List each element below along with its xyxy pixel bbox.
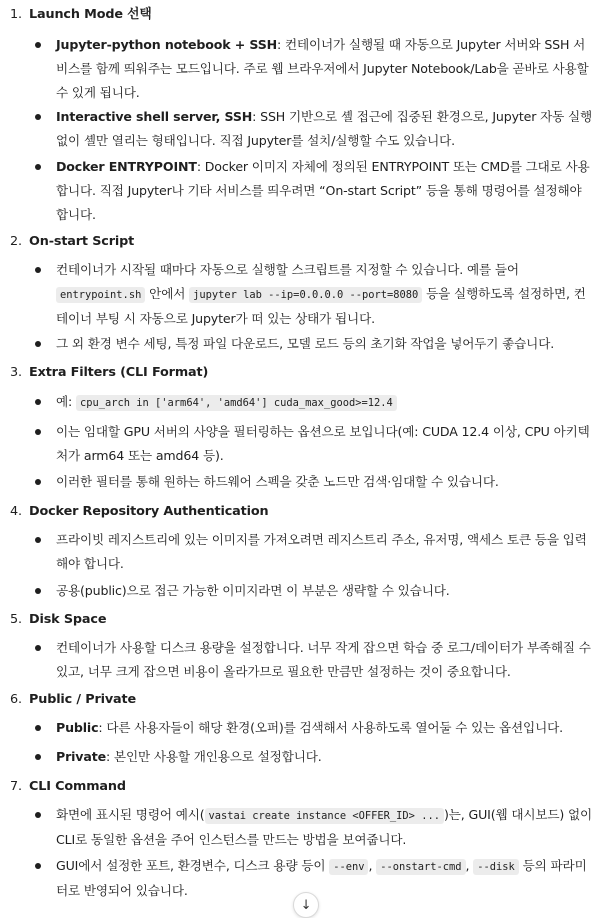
- list-item: 컨테이너가 시작될 때마다 자동으로 실행할 스크립트를 지정할 수 있습니다. 예를 들어 entrypoint.sh 안에서 jupyter lab --ip=0.0.0.0 --port=8080 등을 실행하도록 설정하면, 컨테이너 부팅 시 자동으로 Jupyter가 떠 있는 상태가 됩니다.: [35, 258, 595, 331]
- inline-code: vastai create instance <OFFER_ID> ...: [205, 808, 444, 824]
- list-item: 그 외 환경 변수 세팅, 특정 파일 다운로드, 모델 로드 등의 초기화 작업을 넣어두기 좋습니다.: [35, 332, 595, 356]
- section-1-title: 1. Launch Mode 선택: [10, 7, 152, 22]
- list-item: Jupyter-python notebook + SSH: 컨테이너가 실행될 때 자동으로 Jupyter 서버와 SSH 서비스를 함께 띄워주는 모드입니다. 주로 웹 브라우저에서 Jupyter Notebook/Lab을 곧바로 사용할 수 있게 됩니다.: [35, 33, 595, 105]
- list-item: 이는 임대할 GPU 서버의 사양을 필터링하는 옵션으로 보입니다(예: CUDA 12.4 이상, CPU 아키텍처가 arm64 또는 amd64 등).: [35, 420, 595, 468]
- inline-code: --disk: [473, 859, 519, 875]
- list-item: 이러한 필터를 통해 원하는 하드웨어 스펙을 갖춘 노드만 검색·임대할 수 있습니다.: [35, 470, 595, 494]
- list-item: 프라이빗 레지스트리에 있는 이미지를 가져오려면 레지스트리 주소, 유저명, 액세스 토큰 등을 입력해야 합니다.: [35, 528, 595, 576]
- section-7-title: 7. CLI Command: [10, 779, 126, 794]
- list-item: Docker ENTRYPOINT: Docker 이미지 자체에 정의된 ENTRYPOINT 또는 CMD를 그대로 사용합니다. 직접 Jupyter나 기타 서비스를 띄우려면 “On-start Script” 등을 통해 명령어를 설정해야 합니다.: [35, 155, 595, 227]
- list-item: GUI에서 설정한 포트, 환경변수, 디스크 용량 등이 --env , --onstart-cmd , --disk 등의 파라미터로 반영되어 있습니다.: [35, 854, 595, 903]
- arrow-down-icon: ↓: [300, 897, 312, 913]
- section-5-title: 5. Disk Space: [10, 612, 107, 627]
- inline-code: entrypoint.sh: [56, 287, 145, 303]
- list-item: 예: cpu_arch in ['arm64', 'amd64'] cuda_max_good>=12.4: [35, 390, 595, 415]
- inline-code: --env: [329, 859, 368, 875]
- section-4-title: 4. Docker Repository Authentication: [10, 504, 269, 519]
- inline-code: jupyter lab --ip=0.0.0.0 --port=8080: [189, 287, 422, 303]
- list-item: Public: 다른 사용자들이 해당 환경(오퍼)를 검색해서 사용하도록 열어둘 수 있는 옵션입니다.: [35, 716, 595, 740]
- inline-code: --onstart-cmd: [376, 859, 465, 875]
- list-item: Private: 본인만 사용할 개인용으로 설정합니다.: [35, 745, 595, 769]
- list-item: Interactive shell server, SSH: SSH 기반으로 셸 접근에 집중된 환경으로, Jupyter 자동 실행 없이 셸만 열리는 형태입니다. 직접 Jupyter를 설치/실행할 수도 있습니다.: [35, 105, 595, 153]
- section-6-title: 6. Public / Private: [10, 692, 137, 707]
- section-2-title: 2. On-start Script: [10, 234, 135, 249]
- list-item: 컨테이너가 사용할 디스크 용량을 설정합니다. 너무 작게 잡으면 학습 중 로그/데이터가 부족해질 수 있고, 너무 크게 잡으면 비용이 올라가므로 필요한 만큼만 설정하는 것이 중요합니다.: [35, 636, 595, 684]
- list-item: 화면에 표시된 명령어 예시( vastai create instance <OFFER_ID> ... )는, GUI(웹 대시보드) 없이 CLI로 동일한 옵션을 주어 인스턴스를 만드는 방법을 보여줍니다.: [35, 803, 595, 852]
- scroll-to-bottom-button[interactable]: [293, 892, 319, 918]
- inline-code: cpu_arch in ['arm64', 'amd64'] cuda_max_good>=12.4: [76, 395, 397, 411]
- section-3-title: 3. Extra Filters (CLI Format): [10, 365, 209, 380]
- list-item: 공용(public)으로 접근 가능한 이미지라면 이 부분은 생략할 수 있습니다.: [35, 579, 595, 603]
